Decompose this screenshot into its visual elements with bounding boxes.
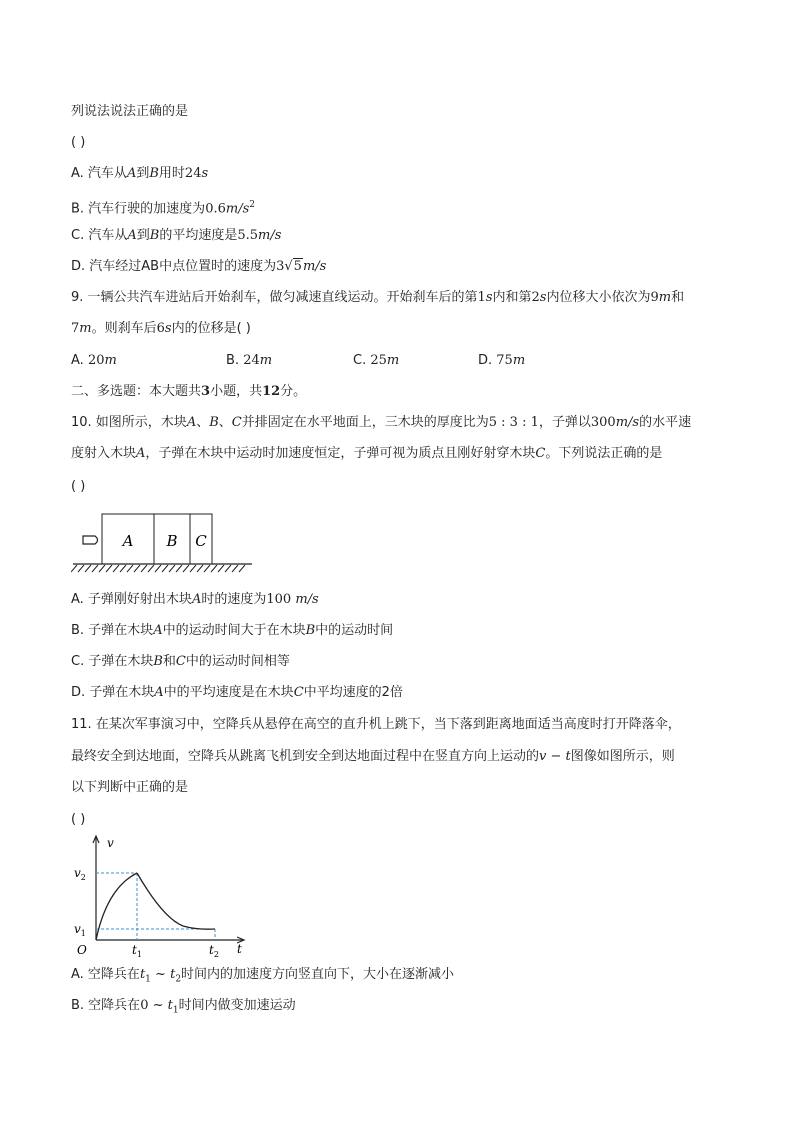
q9-text: 9. 一辆公共汽车进站后开始刹车，做匀减速直线运动。开始刹车后的第 [71,290,478,305]
q9-text: 和 [671,290,685,305]
unit: m [104,353,117,368]
ground-hatching [71,565,245,572]
block-label: B [209,415,219,430]
option-text: 中的运动时间 [315,623,394,638]
unit: m [512,353,526,368]
q9-option-b[interactable] [226,352,272,370]
option-text: A. 子弹刚好射出木块 [71,592,192,607]
section-text: 分。 [280,384,307,399]
hatch-stroke [225,565,231,572]
unit: m/s [615,415,640,430]
hatch-stroke [127,565,133,572]
block-a-label: A [122,532,134,550]
unit: s [201,166,209,181]
hatch-stroke [120,565,126,572]
option-text: A. 汽车从 [71,166,127,181]
q10-text: ，子弹以 [538,415,591,430]
vt-curve-fall [137,873,215,929]
q8-answer-paren: ( ) [71,135,86,150]
q10-text: ，子弹在木块中运动时加速度恒定，子弹可视为质点且刚好射穿木块 [145,446,536,461]
vt-label: v − t [539,749,571,764]
q11-text: 最终安全到达地面，空降兵从跳离飞机到安全到达地面过程中在竖直方向上运动的 [71,749,540,764]
hatch-stroke [155,565,161,572]
block-b-label: B [166,532,178,550]
block-label: C [293,685,304,700]
option-text: A. 空降兵在 [71,967,140,982]
point-label: B [149,228,160,243]
option-text: 到 [136,228,150,243]
time-subscript: 2 [175,974,182,985]
q10-text: 、 [196,415,210,430]
q8-option-d[interactable] [71,258,326,276]
q11-stem-line3: 以下判断中正确的是 [71,780,189,795]
value: 3 [276,259,285,274]
value: 24 [184,166,202,181]
option-text: B. 汽车行驶的加速度为 [71,201,206,217]
q11-option-a[interactable] [71,966,454,989]
block-c-label: C [195,532,207,550]
block-label: B [153,654,163,669]
q8-stem-tail: 列说法说法正确的是 [71,104,189,119]
unit: m/s [295,592,319,607]
unit-exponent: 2 [249,200,255,210]
q9-text: 内的位移是( ) [171,321,251,336]
q9-num: 1 [477,290,486,305]
hatch-stroke [85,565,91,572]
option-label: A. [71,353,88,368]
block-label: C [535,446,546,461]
t-axis-label: t [237,942,242,956]
q9-stem-line1 [71,289,684,307]
bullet [83,536,98,544]
point-label: A [126,166,137,181]
time-subscript: 1 [145,974,151,985]
blocks-figure [71,508,256,578]
hatch-stroke [239,565,245,572]
q10-text: 、 [218,415,232,430]
origin-label: O [77,943,87,957]
option-text: 时间内做变加速运动 [178,998,296,1013]
hatch-stroke [113,565,119,572]
q9-text: 。则刹车后 [91,321,157,336]
option-text: D. 子弹在木块 [71,685,155,700]
option-text: 中的平均速度是在木块 [163,685,294,700]
time-symbol: t [139,967,146,982]
option-text: 到 [136,166,150,181]
v2-label: $v_2$ [74,866,86,882]
q8-option-b[interactable] [71,196,255,218]
q10-option-d[interactable] [71,684,403,702]
point-label: B [149,166,159,181]
q11-stem-line1: 11. 在某次军事演习中，空降兵从悬停在高空的直升机上跳下，当下落到距离地面适当高度时打开降落伞， [71,717,681,732]
time-zero: 0 [140,998,149,1013]
hatch-stroke [162,565,168,572]
q10-option-b[interactable] [71,622,393,640]
option-text: 中的运动时间大于在木块 [162,623,306,638]
value: 0.6 [205,201,226,217]
hatch-stroke [211,565,217,572]
value: 24 [243,353,260,368]
q9-option-c[interactable] [353,352,399,370]
v-axis-label: v [107,836,114,850]
time-symbol: t [170,967,176,982]
option-label: D. [478,353,497,368]
block-label: A [191,592,202,607]
option-text: D. 汽车经过AB中点位置时的速度为 [71,259,277,274]
q10-text: 。下列说法正确的是 [545,446,663,461]
hatch-stroke [176,565,182,572]
option-text: 时间内的加速度方向竖直向下，大小在逐渐减小 [181,967,455,982]
q9-text: 内位移大小依次为 [546,290,651,305]
q10-text: 的水平速 [639,415,692,430]
range-tilde: ~ [148,998,168,1013]
q10-text: 度射入木块 [71,446,137,461]
q9-stem-line2 [71,320,251,338]
q11-option-b[interactable] [71,997,296,1020]
q10-stem-line2 [71,445,662,463]
v1-label: $v_1$ [74,922,86,938]
section-heading [71,383,306,401]
hatch-stroke [99,565,105,572]
thickness-ratio: 5 : 3 : 1 [488,415,539,430]
q9-text: 内和第 [492,290,532,305]
value: 25 [370,353,387,368]
q9-unit: m [79,321,92,336]
block-label: A [136,446,146,461]
t1-label: $t_1$ [132,943,142,959]
q11-answer-paren: ( ) [71,812,86,827]
unit: m/s [302,259,327,274]
block-label: C [231,415,242,430]
unit: m [259,353,273,368]
q10-option-c[interactable] [71,653,290,671]
section-text: 小题，共 [210,384,263,399]
option-text: 中的运动时间相等 [185,654,290,669]
value: 75 [496,353,513,368]
radicand: 5 [293,259,302,274]
option-text: B. 空降兵在 [71,998,141,1013]
vt-graph [71,832,256,962]
hatch-stroke [190,565,196,572]
block-label: B [305,623,316,638]
q10-stem-line1 [71,414,691,432]
q9-num: 6 [156,321,165,336]
hatch-stroke [169,565,175,572]
hatch-stroke [148,565,154,572]
section-count: 3 [201,384,211,399]
time-symbol: t [167,998,173,1013]
hatch-stroke [232,565,238,572]
t2-label: $t_2$ [209,943,219,959]
hatch-stroke [92,565,98,572]
hatch-stroke [218,565,224,572]
option-text: C. 汽车从 [71,228,128,243]
q8-option-c[interactable] [71,227,281,245]
sqrt-sign: √ [284,259,293,274]
block-label: A [153,623,163,638]
section-score: 12 [262,384,281,399]
q10-text: 10. 如图所示，木块 [71,415,187,430]
value: 20 [87,353,105,368]
option-text: 中平均速度的2倍 [303,685,403,700]
q9-unit: m [658,290,672,305]
q11-stem-line2 [71,748,675,766]
q9-option-a[interactable] [71,352,117,370]
hatch-stroke [71,565,77,572]
time-subscript: 1 [172,1005,179,1016]
option-text: 用时 [158,166,185,181]
range-tilde: ~ [150,967,171,982]
q10-answer-paren: ( ) [71,479,86,494]
q9-unit: s [539,290,547,305]
block-label: C [175,654,186,669]
option-text: 的平均速度是 [159,228,238,243]
block-label: A [186,415,197,430]
section-text: 二、多选题：本大题共 [71,384,202,399]
option-text: 时的速度为 [201,592,267,607]
bullet-speed: 300 [590,415,616,430]
block-label: A [154,685,164,700]
option-text: C. 子弹在木块 [71,654,154,669]
option-label: C. [353,353,371,368]
hatch-stroke [134,565,140,572]
q9-num: 9 [650,290,659,305]
option-label: B. [226,353,244,368]
hatch-stroke [106,565,112,572]
vt-curve-rise [96,873,137,940]
hatch-stroke [183,565,189,572]
q11-text: 图像如图所示，则 [570,749,675,764]
unit: m [386,353,400,368]
hatch-stroke [78,565,84,572]
q9-unit: s [485,290,493,305]
option-text: B. 子弹在木块 [71,623,154,638]
value: 100 [266,592,292,607]
q8-option-a[interactable] [71,165,208,183]
option-text: 和 [162,654,176,669]
q9-num: 7 [71,321,80,336]
q9-num: 2 [531,290,540,305]
value: 5.5 [237,228,259,243]
q9-unit: s [164,321,172,336]
hatch-stroke [197,565,203,572]
q10-text: 并排固定在水平地面上，三木块的厚度比为 [241,415,489,430]
q9-option-d[interactable] [478,352,525,370]
point-label: A [127,228,137,243]
hatch-stroke [141,565,147,572]
hatch-stroke [204,565,210,572]
unit: m/s [225,201,250,217]
q10-option-a[interactable] [71,591,319,609]
unit: m/s [258,228,282,243]
